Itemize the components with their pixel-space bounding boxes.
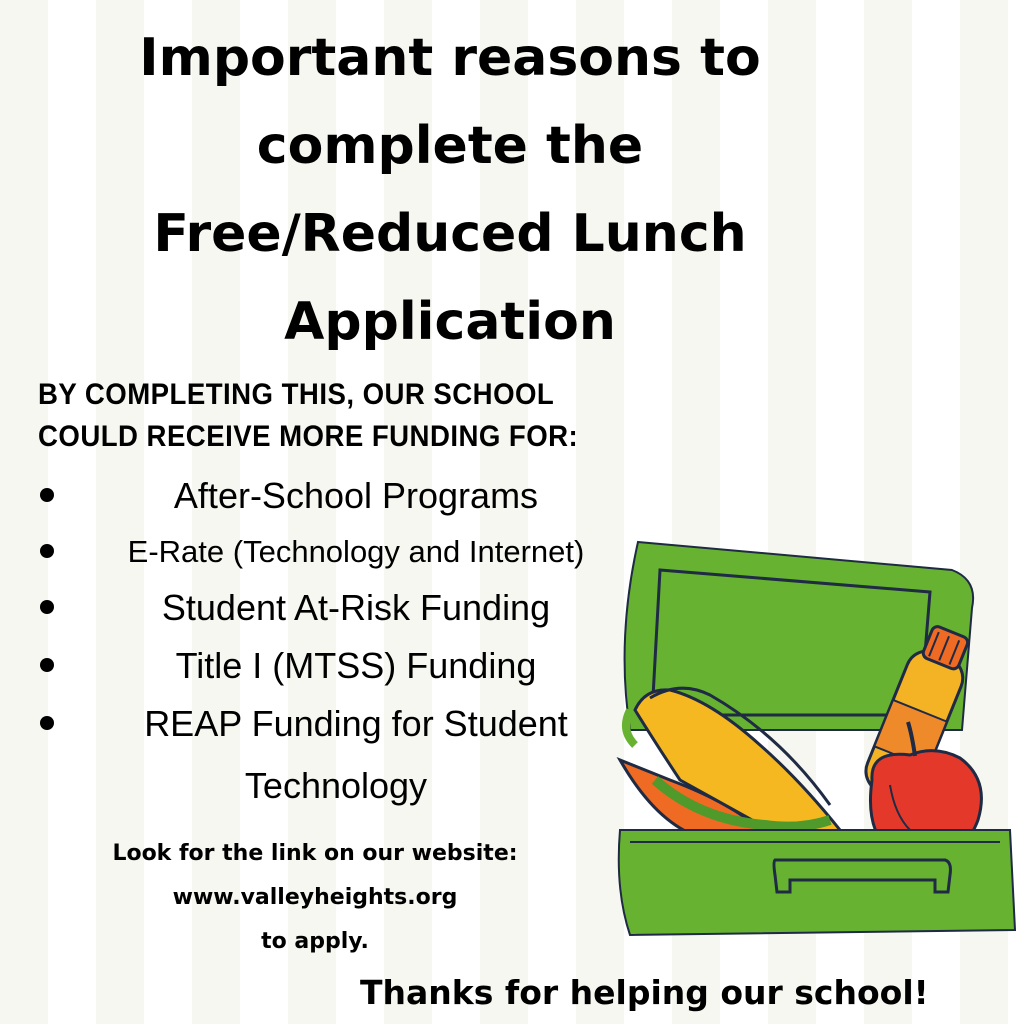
list-item xyxy=(36,638,636,694)
list-item-text: After-School Programs xyxy=(173,475,539,516)
bullet-icon xyxy=(40,544,54,558)
website-note xyxy=(50,832,580,964)
title-line: Free/Reduced Lunch xyxy=(153,204,747,264)
list-item-text: REAP Funding for Student xyxy=(144,703,568,744)
bullet-icon xyxy=(40,600,54,614)
title-line: Application xyxy=(284,292,616,352)
list-item xyxy=(36,696,636,752)
list-item xyxy=(36,524,636,580)
list-item-continuation: Technology xyxy=(244,765,428,806)
website-line: to apply. xyxy=(261,929,369,954)
website-url: www.valleyheights.org xyxy=(172,885,458,910)
list-item-text: Student At-Risk Funding xyxy=(161,587,551,628)
list-item-text: Title I (MTSS) Funding xyxy=(175,645,537,686)
subheading-line: BY COMPLETING THIS, OUR SCHOOL xyxy=(38,378,555,411)
page-title xyxy=(60,14,840,366)
list-item xyxy=(36,468,636,524)
bullet-icon xyxy=(40,716,54,730)
title-line: Important reasons to xyxy=(139,28,761,88)
funding-subheading xyxy=(38,374,627,458)
list-item-text: E-Rate (Technology and Internet) xyxy=(127,534,585,569)
lunchbox-illustration xyxy=(590,530,1024,940)
bullet-icon xyxy=(40,488,54,502)
lunchbox-base xyxy=(619,830,1015,935)
subheading-line: COULD RECEIVE MORE FUNDING FOR: xyxy=(38,420,579,453)
list-item xyxy=(36,580,636,636)
bullet-icon xyxy=(40,658,54,672)
thanks-footer: Thanks for helping our school! xyxy=(360,973,929,1012)
title-line: complete the xyxy=(256,116,644,176)
website-line: Look for the link on our website: xyxy=(112,841,518,866)
